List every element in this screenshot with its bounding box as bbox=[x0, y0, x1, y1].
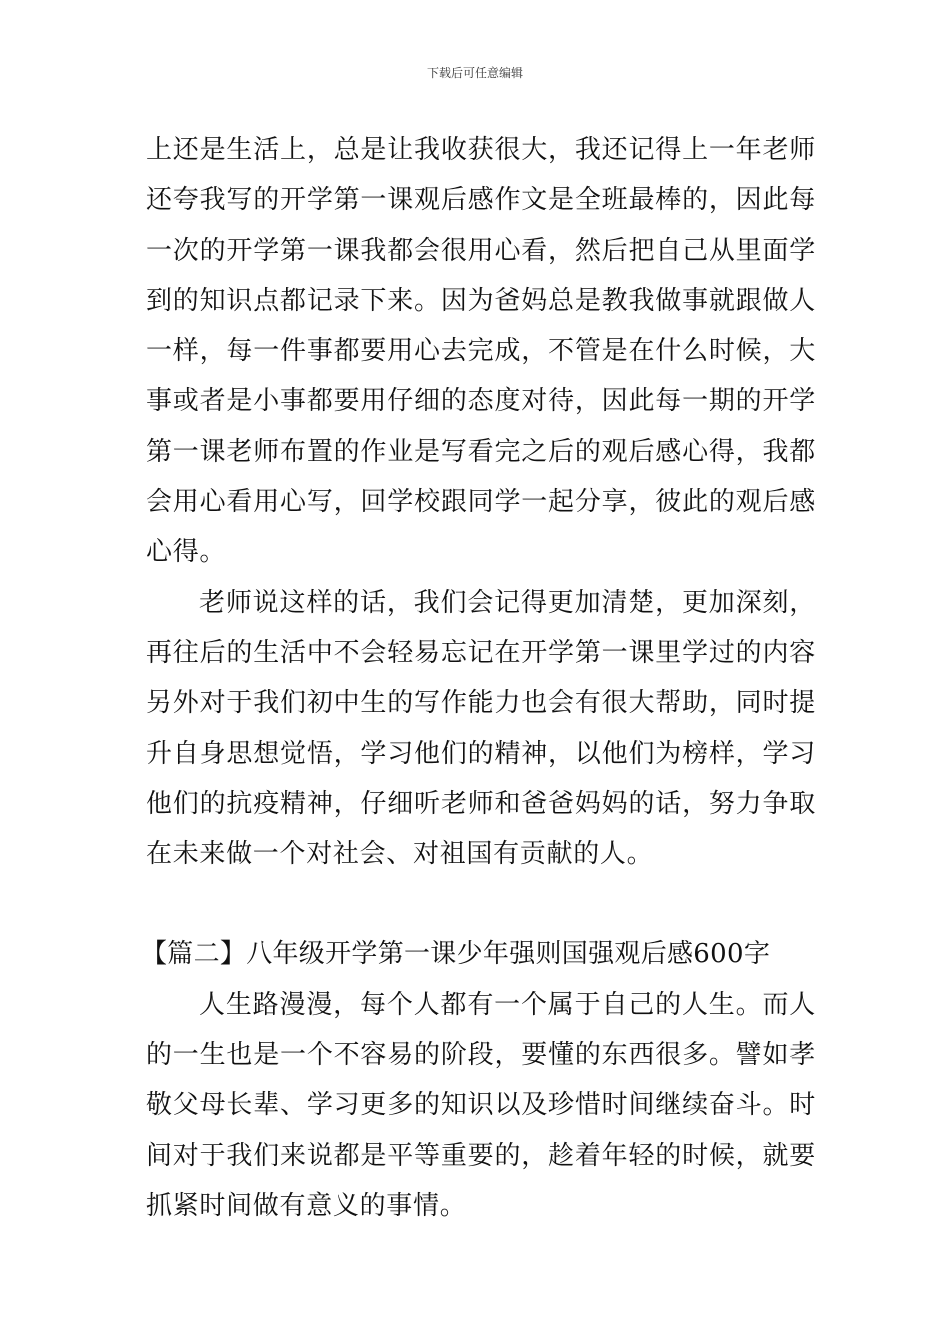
section-heading: 【篇二】八年级开学第一课少年强则国强观后感600字 bbox=[141, 939, 771, 970]
paragraph-continuation: 上还是生活上，总是让我收获很大，我还记得上一年老师还夸我写的开学第一课观后感作文是全班最棒的，因此每一次的开学第一课我都会很用心看，然后把自己从里面学到的知识点都记录下来。因为爸妈总是教我做事就跟做人一样，每一件事都要用心去完成，不管是在什么时候，大事或者是小事都要用仔细的态度对待，因此每一期的开学第一课老师布置的作业是写看完之后的观后感心得，我都会用心看用心写，回学校跟同学一起分享，彼此的观后感心得。 bbox=[146, 135, 816, 568]
document-body bbox=[141, 125, 816, 1231]
paragraph-teacher: 老师说这样的话，我们会记得更加清楚，更加深刻，再往后的生活中不会轻易忘记在开学第一课里学过的内容另外对于我们初中生的写作能力也会有很大帮助，同时提升自身思想觉悟，学习他们的精神，以他们为榜样，学习他们的抗疫精神，仔细听老师和爸爸妈妈的话，努力争取在未来做一个对社会、对祖国有贡献的人。 bbox=[146, 587, 816, 870]
paragraph-section-two: 人生路漫漫，每个人都有一个属于自己的人生。而人的一生也是一个不容易的阶段，要懂的东西很多。譬如孝敬父母长辈、学习更多的知识以及珍惜时间继续奋斗。时间对于我们来说都是平等重要的，趁着年轻的时候，就要抓紧时间做有意义的事情。 bbox=[146, 989, 816, 1221]
page-header: 下载后可任意编辑 bbox=[426, 66, 523, 80]
